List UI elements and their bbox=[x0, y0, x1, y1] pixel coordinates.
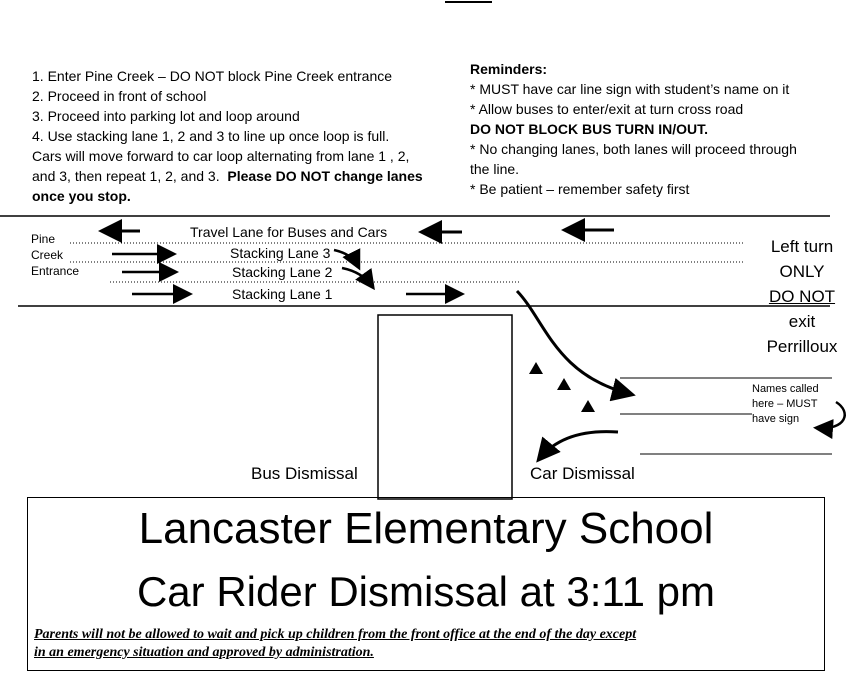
reminder-line: * MUST have car line sign with student’s name on it bbox=[470, 81, 790, 97]
names-arrow bbox=[818, 402, 845, 428]
banner bbox=[27, 497, 825, 671]
stacking-lane-2-label: Stacking Lane 2 bbox=[232, 264, 333, 280]
merge-arrow bbox=[334, 250, 358, 266]
merge-arrow bbox=[342, 268, 372, 286]
left-turn-line: DO NOT bbox=[768, 287, 836, 306]
notice-line: Parents will not be allowed to wait and pick up children from the front office at the end of the day except bbox=[34, 627, 637, 642]
names-called-note bbox=[752, 382, 819, 427]
entrance-label: Creek bbox=[31, 248, 64, 262]
travel-lane-label: Travel Lane for Buses and Cars bbox=[190, 224, 388, 240]
instruction-line: 2. Proceed in front of school bbox=[32, 88, 207, 104]
instruction-emphasis: Please DO NOT change lanes bbox=[227, 168, 423, 184]
reminder-line: the line. bbox=[470, 161, 520, 177]
instruction-line: 3. Proceed into parking lot and loop around bbox=[32, 108, 300, 124]
reminder-line: * Allow buses to enter/exit at turn cross road bbox=[470, 101, 744, 117]
left-turn-line: Perrilloux bbox=[766, 337, 838, 356]
entrance-label: Pine bbox=[31, 232, 56, 246]
cone-marker bbox=[581, 400, 595, 412]
entrance-label: Entrance bbox=[31, 264, 80, 278]
reminder-warning: DO NOT BLOCK BUS TURN IN/OUT. bbox=[470, 121, 708, 137]
stacking-lane-1-label: Stacking Lane 1 bbox=[232, 286, 333, 302]
reminders bbox=[470, 59, 797, 199]
car-dismissal-label: Car Dismissal bbox=[530, 464, 635, 483]
exit-arrow bbox=[540, 432, 618, 458]
reminders-title: Reminders: bbox=[470, 61, 548, 77]
names-line: here – MUST bbox=[752, 398, 818, 410]
dismissal-time: Car Rider Dismissal at 3:11 pm bbox=[136, 568, 716, 615]
cone-marker bbox=[557, 378, 571, 390]
reminder-line: * Be patient – remember safety first bbox=[470, 181, 690, 197]
instruction-line: 4. Use stacking lane 1, 2 and 3 to line up once loop is full. bbox=[32, 128, 390, 144]
left-turn-line: Left turn bbox=[770, 237, 834, 256]
instruction-line: and 3, then repeat 1, 2, and 3. Please DO NOT change lanes bbox=[32, 168, 423, 184]
stacking-lane-3-label: Stacking Lane 3 bbox=[230, 245, 331, 261]
parent-notice bbox=[34, 626, 636, 662]
cone-marker bbox=[529, 362, 543, 374]
school-name: Lancaster Elementary School bbox=[138, 504, 714, 553]
notice-line: in an emergency situation and approved by administration. bbox=[34, 645, 374, 660]
school-building bbox=[378, 315, 512, 499]
names-line: Names called bbox=[752, 383, 819, 395]
left-turn-line: exit bbox=[788, 312, 816, 331]
names-line: have sign bbox=[752, 413, 800, 425]
left-turn-note bbox=[752, 234, 850, 359]
left-turn-line: ONLY bbox=[779, 262, 825, 281]
bus-dismissal-label: Bus Dismissal bbox=[251, 464, 358, 483]
instruction-line: Cars will move forward to car loop alternating from lane 1 , 2, bbox=[32, 148, 410, 164]
instruction-emphasis: once you stop. bbox=[32, 188, 131, 204]
instructions bbox=[32, 66, 423, 206]
instruction-line: 1. Enter Pine Creek – DO NOT block Pine Creek entrance bbox=[32, 68, 393, 84]
reminder-line: * No changing lanes, both lanes will proceed through bbox=[470, 141, 797, 157]
